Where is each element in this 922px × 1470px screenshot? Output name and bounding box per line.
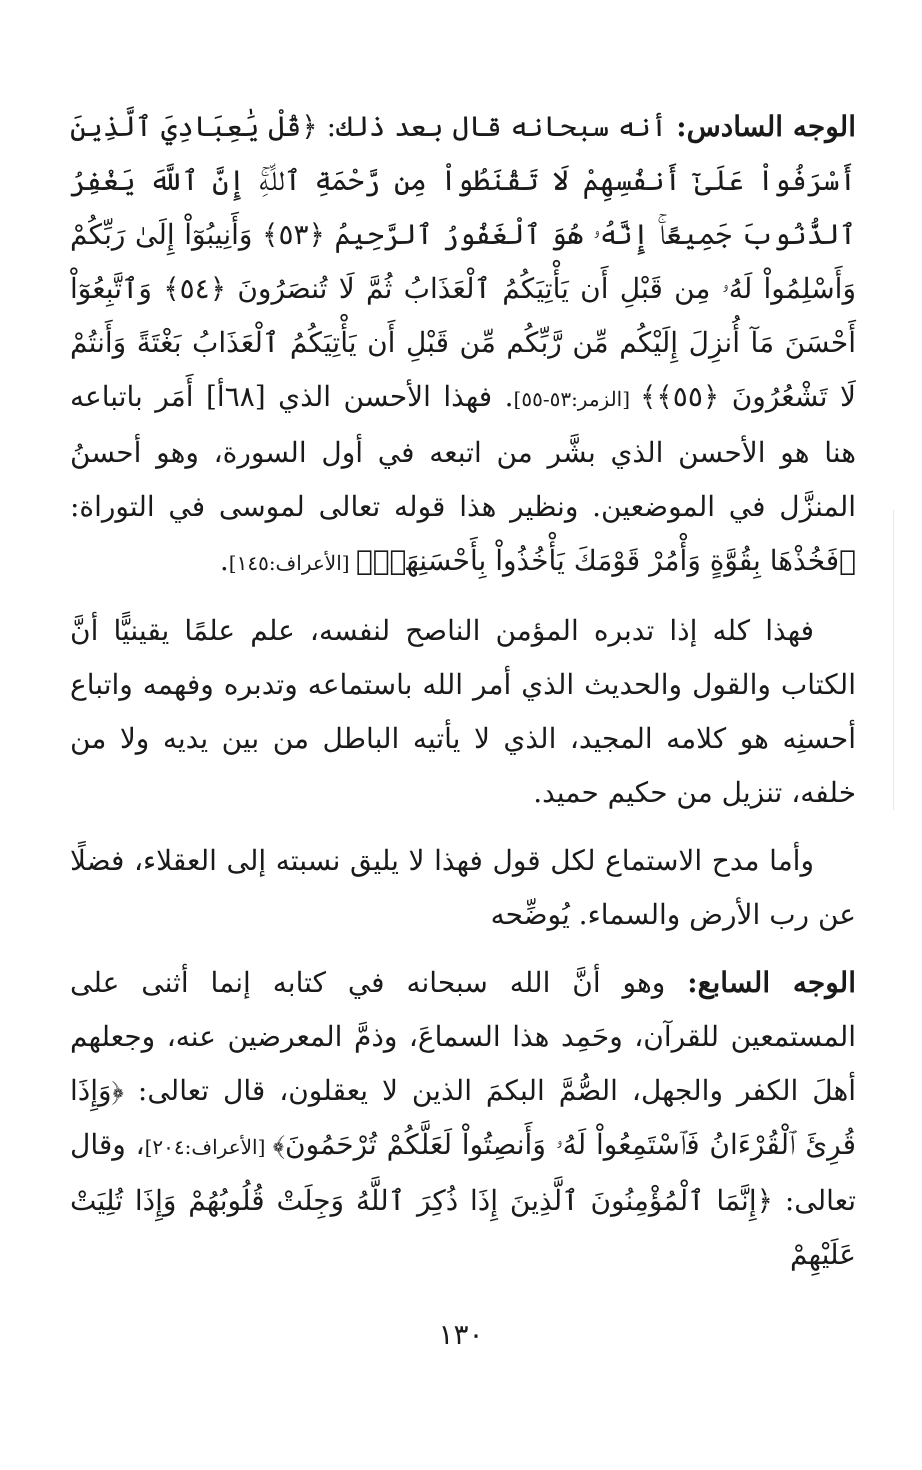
quran-verse: ﴿إِنَّمَا ٱلْمُؤْمِنُونَ ٱلَّذِينَ إِذَا ذُكِرَ ٱللَّهُ وَجِلَتْ قُلُوبُهُمْ وَإِذَا تُلِيَتْ عَلَيْهِمْ <box>70 1184 856 1271</box>
quran-verse: ﴿فَخُذْهَا بِقُوَّةٍ وَأْمُرْ قَوْمَكَ يَأْخُذُواْ بِأَحْسَنِهَاۚ﴾ <box>355 544 856 577</box>
section-heading: الوجه السادس: <box>676 110 856 143</box>
body-text: وهو أنَّ الله سبحانه في كتابه إنما أثنى على المستمعين للقرآن، وحَمِد هذا السماعَ، وذمَّ المعرضين عنه، وجعلهم أهلَ الكفر والجهل، الصُّمَّ البكمَ الذين لا يعقلون، قال تعالى: <box>70 966 856 1107</box>
body-text: وأما مدح الاستماع لكل قول فهذا لا يليق نسبته إلى العقلاء، فضلًا عن رب الأرض والسماء. يُوضِّحه <box>70 844 856 931</box>
paragraph <box>70 100 856 590</box>
page-number: ١٣٠ <box>438 1318 484 1351</box>
quran-verse: ﴿قُلْ يَٰعِبَادِيَ ٱلَّذِينَ أَسْرَفُواْ عَلَىٰٓ أَنفُسِهِمْ لَا تَقْنَطُواْ مِن رَّحْمَةِ ٱللَّهِۚ إِنَّ ٱللَّهَ يَغْفِرُ ٱلذُّنُوبَ جَمِيعًاۚ إِنَّهُۥ هُوَ ٱلْغَفُورُ ٱلرَّحِيمُ ﴿٥٣﴾ وَأَنِيبُوٓاْ إِلَىٰ رَبِّكُمْ وَأَسْلِمُواْ لَهُۥ مِن قَبْلِ أَن يَأْتِيَكُمُ ٱلْعَذَابُ ثُمَّ لَا تُنصَرُونَ ﴿٥٤﴾ وَٱتَّبِعُوٓاْ أَحْسَنَ مَآ أُنزِلَ إِلَيْكُم مِّن رَّبِّكُم مِّن قَبْلِ أَن يَأْتِيَكُمُ ٱلْعَذَابُ بَغْتَةً وَأَنتُمْ لَا تَشْعُرُونَ ﴿٥٥﴾﴾ <box>70 110 856 413</box>
body-text: . فهذا الأحسن الذي [٦٨أ] أَمَر باتباعه هنا هو الأحسن الذي بشَّر من اتبعه في أول السورة، وهو أحسنُ المنزَّل في الموضعين. ونظير هذا قوله تعالى لموسى في التوراة: <box>70 380 856 523</box>
body-text: ، وقال تعالى: <box>70 1128 856 1217</box>
body-text: فهذا كله إذا تدبره المؤمن الناصح لنفسه، علم علمًا يقينيًّا أنَّ الكتاب والقول والحديث الذي أمر الله باستماعه وتدبره وفهمه واتباع أحسنِه هو كلامه المجيد، الذي لا يأتيه الباطل من بين يديه ولا من خلفه، تنزيل من حكيم حميد. <box>70 614 856 809</box>
margin-line <box>893 510 894 810</box>
verse-reference: [الأعراف:١٤٥] <box>228 551 356 575</box>
body-text: أنه سبحانه قال بعد ذلك: <box>317 110 677 143</box>
paragraph <box>70 604 856 820</box>
quran-verse: ﴿وَإِذَا قُرِئَ ٱلْقُرْءَانُ فَٱسْتَمِعُواْ لَهُۥ وَأَنصِتُواْ لَعَلَّكُمْ تُرْحَمُونَ﴾ <box>70 1074 856 1161</box>
paragraph <box>70 956 856 1282</box>
verse-reference: [الأعراف:٢٠٤] <box>144 1135 273 1159</box>
paragraph <box>70 834 856 942</box>
page-body <box>70 100 856 1400</box>
section-heading: الوجه السابع: <box>687 966 856 999</box>
body-text: . <box>219 544 229 577</box>
verse-reference: [الزمر:٥٣-٥٥] <box>513 387 640 411</box>
